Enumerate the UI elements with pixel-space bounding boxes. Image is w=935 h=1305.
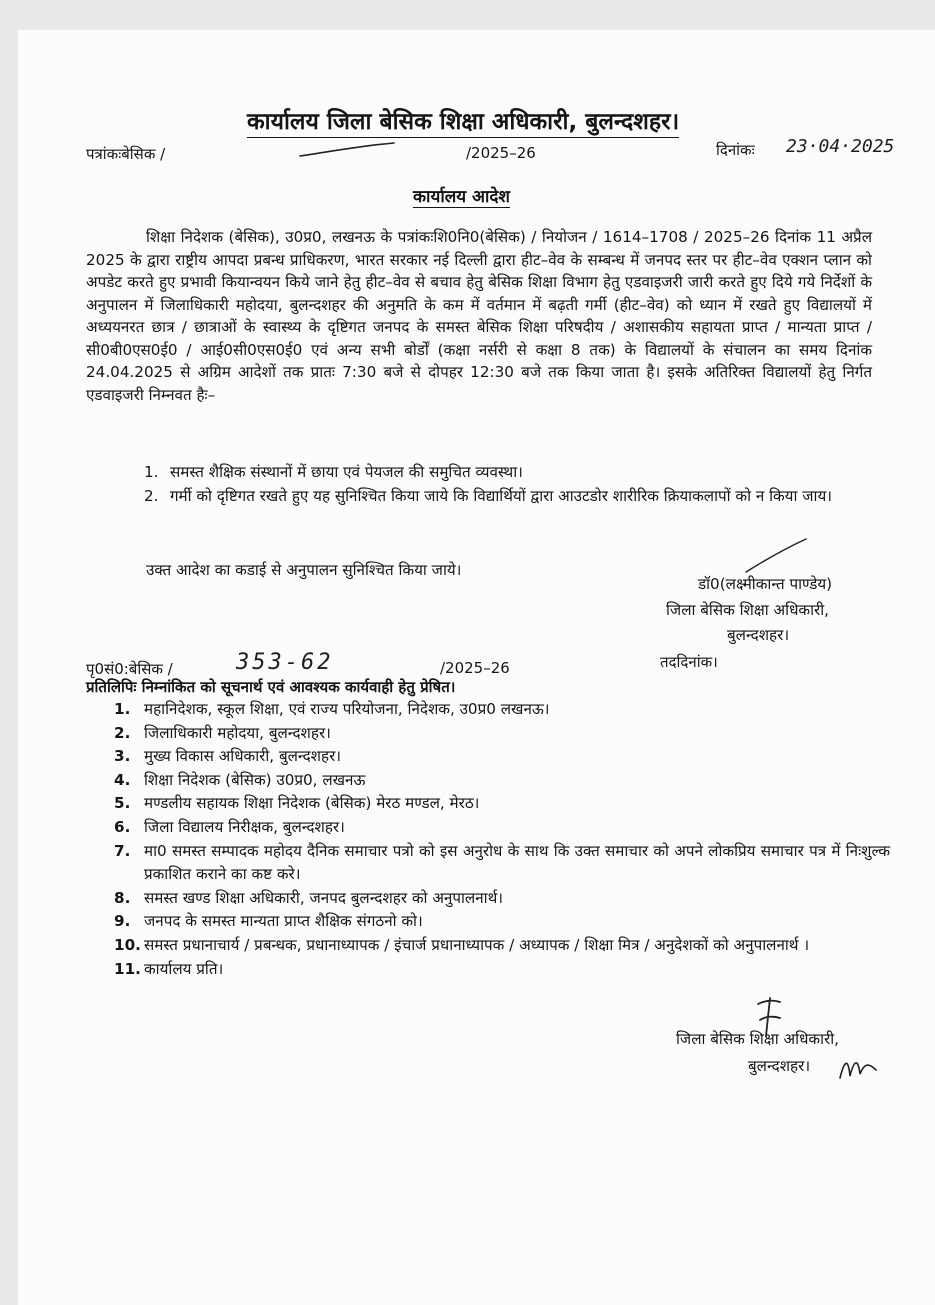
date-label: दिनांकः [716,141,755,159]
list-item-text: गर्मी को दृष्टिगत रखते हुए यह सुनिश्चित किया जाये कि विद्यार्थियों द्वारा आउटडोर शारीरिक क्रियाकलापों को न किया जाय। [170,487,833,505]
signatory-name: डॉ0(लक्ष्मीकान्त पाण्डेय) [698,575,833,593]
list-item-number: 1. [144,463,159,481]
list-item-text: जिला विद्यालय निरीक्षक, बुलन्दशहर। [144,817,345,836]
compliance-line: उक्त आदेश का कडाई से अनुपालन सुनिश्चित किया जाये। [146,561,462,579]
signature-stroke [742,536,812,576]
handwritten-stroke [298,140,398,162]
list-item-text: शिक्षा निदेशक (बेसिक) उ0प्र0, लखनऊ [144,770,366,789]
list-item-text: महानिदेशक, स्कूल शिक्षा, एवं राज्य परियोजना, निदेशक, उ0प्र0 लखनऊ। [144,700,550,718]
list-item [114,887,890,911]
list-item-number: 3. [114,747,131,766]
order-heading: कार्यालय आदेश [413,184,510,208]
bottom-signatory-designation: जिला बेसिक शिक्षा अधिकारी, [676,1030,839,1048]
list-item-number: 1. [114,700,131,718]
list-item-text: मुख्य विकास अधिकारी, बुलन्दशहर। [144,747,342,766]
signatory-designation: जिला बेसिक शिक्षा अधिकारी, [666,601,829,619]
list-item-number: 2. [144,487,159,505]
list-item [114,840,890,887]
endorsement-date: तददिनांक। [660,653,718,671]
list-item-text: जनपद के समस्त मान्यता प्राप्त शैक्षिक संगठनो को। [144,912,423,931]
letter-ref-year: /2025–26 [466,144,536,162]
order-body-paragraph: शिक्षा निदेशक (बेसिक), उ0प्र0, लखनऊ के पत्रांकःशि0नि0(बेसिक) / नियोजन / 1614–1708 / 2025–26 दिनांक 11 अप्रैल 2025 के द्वारा राष्ट्रीय आपदा प्रबन्ध प्राधिकरण, भारत सरकार नई दिल्ली द्वारा हीट–वेव के सम्बन्ध में जनपद स्तर पर हीट–वेव एक्शन प्लान को अपडेट करते हुए प्रभावी कियान्वयन किये जाने हेतु हीट–वेव से बचाव हेतु बेसिक शिक्षा विभाग हेतु एडवाइजरी जारी करते हुए दिये गये निर्देशों के अनुपालन में जिलाधिकारी महोदया, बुलन्दशहर की अनुमति के कम में वर्तमान में बढ़ती गर्मी (हीट–वेव) को ध्यान में रखते हुए विद्यालयों में अध्ययनरत छात्र / छात्राओं के स्वास्थ्य के दृष्टिगत जनपद के समस्त बेसिक शिक्षा परिषदीय / अशासकीय सहायता प्राप्त / मान्यता प्राप्त / सी0बी0एस0ई0 / आई0सी0एस0ई0 एवं अन्य सभी बोर्डों (कक्षा नर्सरी से कक्षा 8 तक) के विद्यालयों के संचालन का समय दिनांक 24.04.2025 से अग्रिम आदेशों तक प्रातः 7:30 बजे से दोपहर 12:30 बजे तक किया जाता है। इसके अतिरिक्त विद्यालयों हेतु निर्गत एडवाइजरी निम्नवत हैः– [86,228,872,404]
endorsement-ref-label: पृ0सं0:बेसिक / [86,660,173,678]
list-item-text: समस्त प्रधानाचार्य / प्रबन्धक, प्रधानाध्यापक / इंचार्ज प्रधानाध्यापक / अध्यापक / शिक्षा मित्र / अनुदेशकों को अनुपालनार्थ । [144,935,810,954]
list-item-number: 7. [114,841,131,860]
list-item [114,816,890,840]
letter-ref-label: पत्रांकःबेसिक / [86,145,166,163]
copy-list [114,698,890,981]
list-item [114,745,890,769]
list-item-number: 9. [114,912,131,931]
list-item-text: मण्डलीय सहायक शिक्षा निदेशक (बेसिक) मेरठ मण्डल, मेरठ। [144,794,480,813]
list-item-number: 2. [114,723,131,742]
list-item-number: 4. [114,770,131,789]
list-item-text: कार्यालय प्रति। [144,959,224,978]
list-item-text: मा0 समस्त सम्पादक महोदय दैनिक समाचार पत्रो को इस अनुरोध के साथ कि उक्त समाचार को अपने लोकप्रिय समाचार पत्र में निःशुल्क प्रकाशित कराने का कष्ट करे। [144,841,890,884]
list-item-text: समस्त शैक्षिक संस्थानों में छाया एवं पेयजल की समुचित व्यवस्था। [170,463,523,481]
office-title: कार्यालय जिला बेसिक शिक्षा अधिकारी, बुलन्दशहर। [247,104,679,138]
copy-heading: प्रतिलिपिः निम्नांकित को सूचनार्थ एवं आवश्यक कार्यवाही हेतु प्रेषित। [86,678,456,696]
initials-signature [836,1050,882,1084]
handwritten-date: 23·04·2025 [786,136,895,157]
bottom-signatory-place: बुलन्दशहर। [748,1057,811,1075]
handwritten-ref-number: 353-62 [236,650,334,675]
list-item [144,484,874,508]
list-item [114,792,890,816]
list-item-number: 10. [114,935,141,954]
endorsement-ref-year: /2025–26 [440,659,510,677]
list-item [114,910,890,934]
list-item-number: 5. [114,794,131,813]
list-item [144,460,874,484]
advisory-list [144,460,874,508]
list-item [114,958,890,982]
list-item-number: 8. [114,888,131,907]
list-item [114,769,890,793]
list-item [114,722,890,746]
list-item-number: 11. [114,959,141,978]
signatory-place: बुलन्दशहर। [727,626,790,644]
list-item [114,934,890,958]
list-item-text: जिलाधिकारी महोदया, बुलन्दशहर। [144,723,331,742]
list-item-text: समस्त खण्ड शिक्षा अधिकारी, जनपद बुलन्दशहर को अनुपालनार्थ। [144,888,504,907]
list-item-number: 6. [114,817,131,836]
list-item [114,698,890,722]
